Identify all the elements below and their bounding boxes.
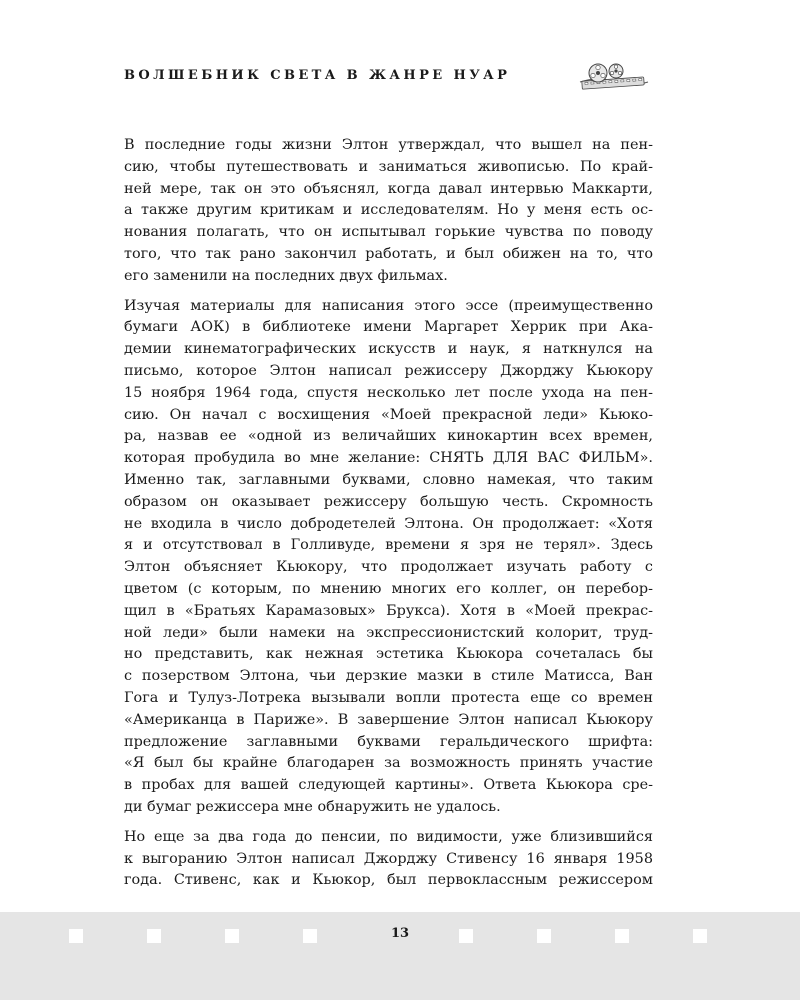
text-line: «Я был бы крайне благодарен за возможность принять участие bbox=[124, 755, 653, 772]
body-text bbox=[124, 135, 653, 900]
text-line: Изучая материалы для написания этого эссе (преимущественно bbox=[124, 297, 653, 314]
text-line: года. Стивенс, как и Кьюкор, был первоклассным режиссером bbox=[124, 872, 653, 889]
text-line: образом он оказывает режиссеру большую честь. Скромность bbox=[124, 493, 653, 510]
text-line: предложение заглавными буквами геральдического шрифта: bbox=[124, 733, 653, 750]
paragraph-2 bbox=[124, 296, 653, 819]
text-line: сию. Он начал с восхищения «Моей прекрасной леди» Кьюко- bbox=[124, 406, 653, 423]
text-line: Но еще за два года до пенсии, по видимости, уже близившийся bbox=[124, 828, 653, 845]
text-line: щил в «Братьях Карамазовых» Брукса). Хотя в «Моей прекрас- bbox=[124, 602, 653, 619]
text-line: бумаги АОК) в библиотеке имени Маргарет Херрик при Ака- bbox=[124, 319, 653, 336]
text-line: с позерством Элтона, чьи дерзкие мазки в стиле Матисса, Ван bbox=[124, 668, 653, 685]
page-number: 13 bbox=[390, 926, 410, 941]
text-line: нования полагать, что он испытывал горькие чувства по поводу bbox=[124, 224, 653, 241]
text-line: ней мере, так он это объяснял, когда давал интервью Маккарти, bbox=[124, 180, 653, 197]
text-line: демии кинематографических искусств и наук, я наткнулся на bbox=[124, 341, 653, 358]
text-line: ной леди» были намеки на экспрессионистский колорит, труд- bbox=[124, 624, 653, 641]
text-line: цветом (с которым, по мнению многих его коллег, он перебор- bbox=[124, 580, 653, 597]
text-line: к выгоранию Элтон написал Джорджу Стивенсу 16 января 1958 bbox=[124, 850, 653, 867]
text-line: сию, чтобы путешествовать и заниматься живописью. По край- bbox=[124, 158, 653, 175]
text-line: Именно так, заглавными буквами, словно намекая, что таким bbox=[124, 471, 653, 488]
text-line: того, что так рано закончил работать, и был обижен на то, что bbox=[124, 245, 653, 262]
text-line: 15 ноября 1964 года, спустя несколько лет после ухода на пен- bbox=[124, 384, 653, 401]
text-line: В последние годы жизни Элтон утверждал, что вышел на пен- bbox=[124, 137, 653, 153]
text-line: но представить, как нежная эстетика Кьюкора сочеталась бы bbox=[124, 646, 653, 663]
text-line: Элтон объясняет Кьюкору, что продолжает изучать работу с bbox=[124, 559, 653, 576]
text-line: ди бумаг режиссера мне обнаружить не удалось. bbox=[124, 798, 501, 815]
text-line: которая пробудила во мне желание: СНЯТЬ ДЛЯ ВАС ФИЛЬМ». bbox=[124, 450, 653, 467]
running-head-title: ВОЛШЕБНИК СВЕТА В ЖАНРЕ НУАР bbox=[124, 68, 511, 83]
text-line: а также другим критикам и исследователям. Но у меня есть ос- bbox=[124, 202, 653, 219]
text-line: «Американца в Париже». В завершение Элтон написал Кьюкору bbox=[124, 711, 653, 728]
text-line: я и отсутствовал в Голливуде, времени я зря не терял». Здесь bbox=[124, 537, 653, 554]
text-line: не входила в число добродетелей Элтона. Он продолжает: «Хотя bbox=[124, 515, 653, 532]
text-line: письмо, которое Элтон написал режиссеру Джорджу Кьюкору bbox=[124, 362, 653, 379]
text-line: Гога и Тулуз-Лотрека вызывали вопли протеста еще со времен bbox=[124, 689, 653, 706]
paragraph-3 bbox=[124, 827, 653, 892]
film-reel-icon bbox=[578, 62, 650, 92]
paragraph-1 bbox=[124, 135, 653, 288]
text-line: его заменили на последних двух фильмах. bbox=[124, 267, 448, 284]
text-line: в пробах для вашей следующей картины». Ответа Кьюкора сре- bbox=[124, 777, 653, 794]
text-line: ра, назвав ее «одной из величайших кинокартин всех времен, bbox=[124, 428, 653, 445]
